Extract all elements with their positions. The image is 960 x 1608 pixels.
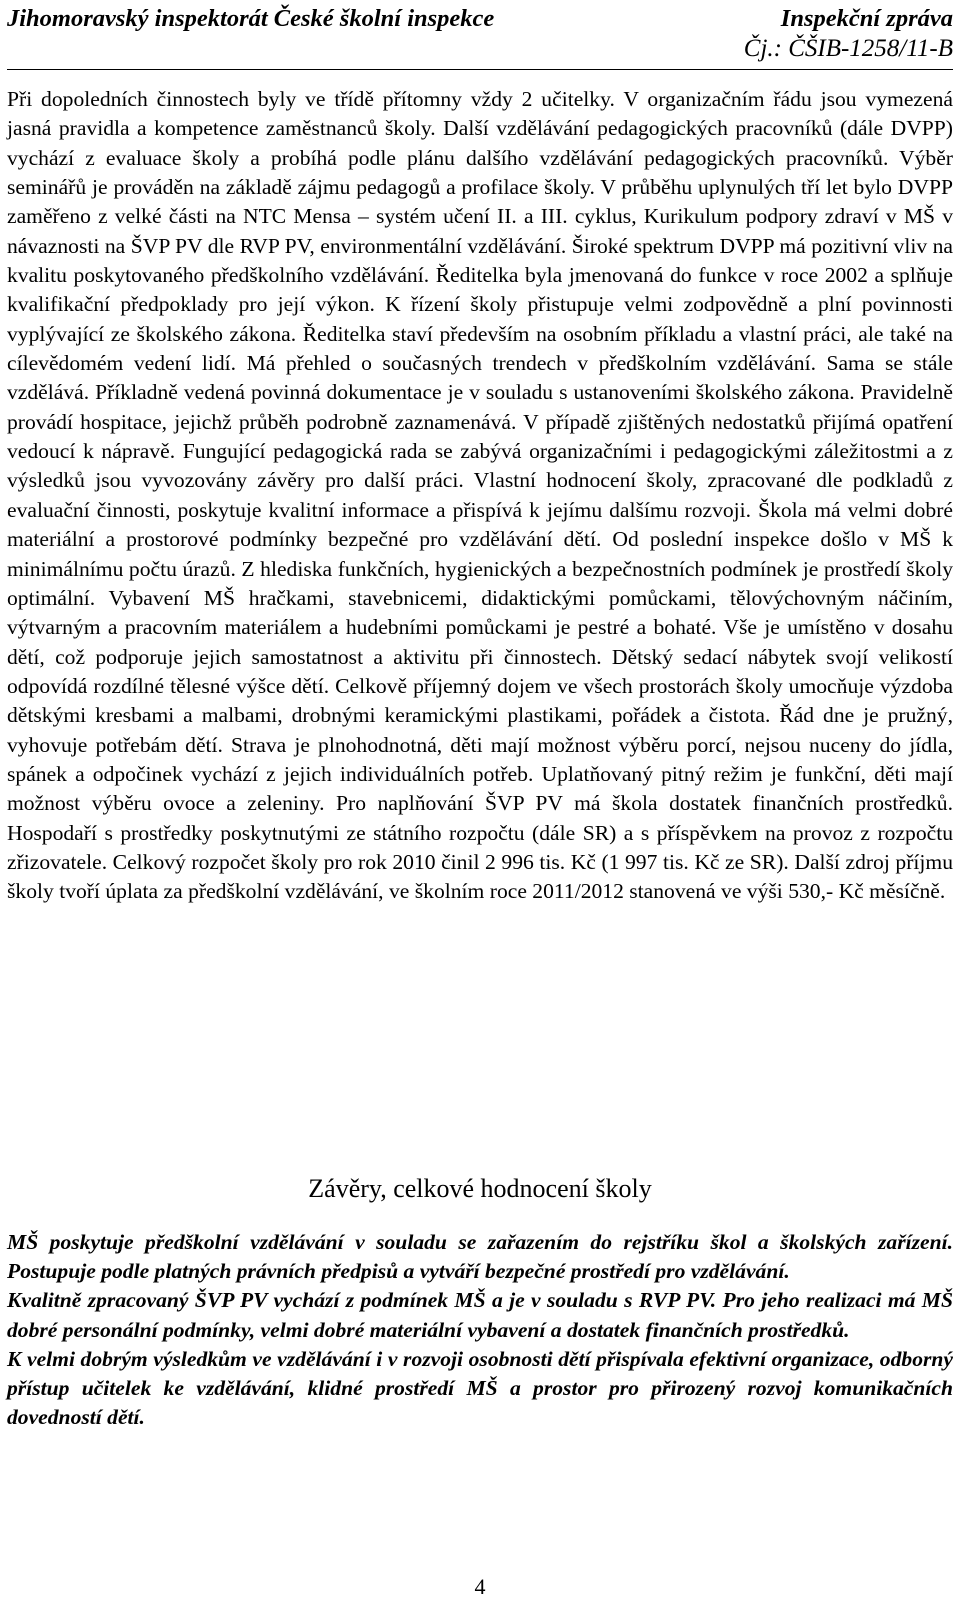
report-info	[744, 4, 953, 64]
report-type: Inspekční zpráva	[780, 5, 953, 32]
body-paragraph: Při dopoledních činnostech byly ve třídě přítomny vždy 2 učitelky. V organizačním řádu jsou vymezená jasná pravidla a kompetence zaměstnanců školy. Další vzdělávání pedagogických pracovníků (dále DVPP) vychází z evaluace školy a probíhá podle plánu dalšího vzdělávání pedagogických pracovníků. Výběr seminářů je prováděn na základě zájmu pedagogů a profilace školy. V průběhu uplynulých tří let bylo DVPP zaměřeno z velké části na NTC Mensa – systém učení II. a III. cyklus, Kurikulum podpory zdraví v MŠ v návaznosti na ŠVP PV dle RVP PV, environmentální vzdělávání. Široké spektrum DVPP má pozitivní vliv na kvalitu poskytovaného předškolního vzdělávání. Ředitelka byla jmenovaná do funkce v roce 2002 a splňuje kvalifikační předpoklady pro její výkon. K řízení školy přistupuje velmi zodpovědně a plní povinnosti vyplývající ze školského zákona. Ředitelka staví především na osobním příkladu a vlastní práci, ale také na cílevědomém vedení lidí. Má přehled o současných trendech v předškolním vzdělávání. Sama se stále vzdělává. Příkladně vedená povinná dokumentace je v souladu s ustanoveními školského zákona. Pravidelně provádí hospitace, jejichž průběh podrobně zaznamenává. V případě zjištěných nedostatků přijímá opatření vedoucí k nápravě. Fungující pedagogická rada se zabývá organizačními i pedagogickými záležitostmi a z výsledků jsou vyvozovány závěry pro další práci. Vlastní hodnocení školy, zpracované dle podkladů z evaluační činnosti, poskytuje kvalitní informace a přispívá k jejímu dalšímu rozvoji. Škola má velmi dobré materiální a prostorové podmínky bezpečné pro vzdělávání dětí. Od poslední inspekce došlo v MŠ k minimálnímu počtu úrazů. Z hlediska funkčních, hygienických a bezpečnostních podmínek je prostředí školy optimální. Vybavení MŠ hračkami, stavebnicemi, didaktickými pomůckami, tělovýchovným náčiním, výtvarným a pracovním materiálem a hudebními pomůckami je pestré a bohaté. Vše je umístěno v dosahu dětí, což podporuje jejich samostatnost a aktivitu při činnostech. Dětský sedací nábytek svojí velikostí odpovídá rozdílné tělesné výšce dětí. Celkově příjemný dojem ve všech prostorách školy umocňuje výzdoba dětskými kresbami a malbami, drobnými keramickými plastikami, pořádek a čistota. Řád dne je pružný, vyhovuje potřebám dětí. Strava je plnohodnotná, děti mají možnost výběru porcí, nejsou nuceny do jídla, spánek a odpočinek vychází z jejich individuálních potřeb. Uplatňovaný pitný režim je funkční, děti mají možnost výběru ovoce a zeleniny. Pro naplňování ŠVP PV má škola dostatek finančních prostředků. Hospodaří s prostředky poskytnutými ze státního rozpočtu (dále SR) a s příspěvkem na provoz z rozpočtu zřizovatele. Celkový rozpočet školy pro rok 2010 činil 2 996 tis. Kč (1 997 tis. Kč ze SR). Další zdroj příjmu školy tvoří úplata za předškolní vzdělávání, ve školním roce 2011/2012 stanovená ve výši 530,- Kč měsíčně.	[7, 87, 953, 904]
conclusion-paragraph: MŠ poskytuje předškolní vzdělávání v souladu se zařazením do rejstříku škol a školských zařízení. Postupuje podle platných právních předpisů a vytváří bezpečné prostředí pro vzdělávání.	[7, 1230, 953, 1284]
conclusion-paragraph: Kvalitně zpracovaný ŠVP PV vychází z podmínek MŠ a je v souladu s RVP PV. Pro jeho realizaci má MŠ dobré personální podmínky, velmi dobré materiální vybavení a dostatek finančních prostředků.	[7, 1288, 953, 1342]
section-heading: Závěry, celkové hodnocení školy	[308, 1174, 652, 1203]
page-header	[7, 4, 953, 64]
conclusion-paragraph: K velmi dobrým výsledkům ve vzdělávání i v rozvoji osobnosti dětí přispívala efektivní organizace, odborný přístup učitelek ke vzdělávání, klidné prostředí MŠ a prostor pro přirozený rozvoj komunikačních dovedností dětí.	[7, 1346, 953, 1430]
inspectorate-name: Jihomoravský inspektorát České školní inspekce	[7, 5, 495, 32]
page-number: 4	[474, 1574, 486, 1599]
reference-number: Čj.: ČŠIB-1258/11-B	[743, 35, 953, 62]
conclusions-block	[7, 1228, 953, 1432]
header-divider	[7, 69, 953, 70]
